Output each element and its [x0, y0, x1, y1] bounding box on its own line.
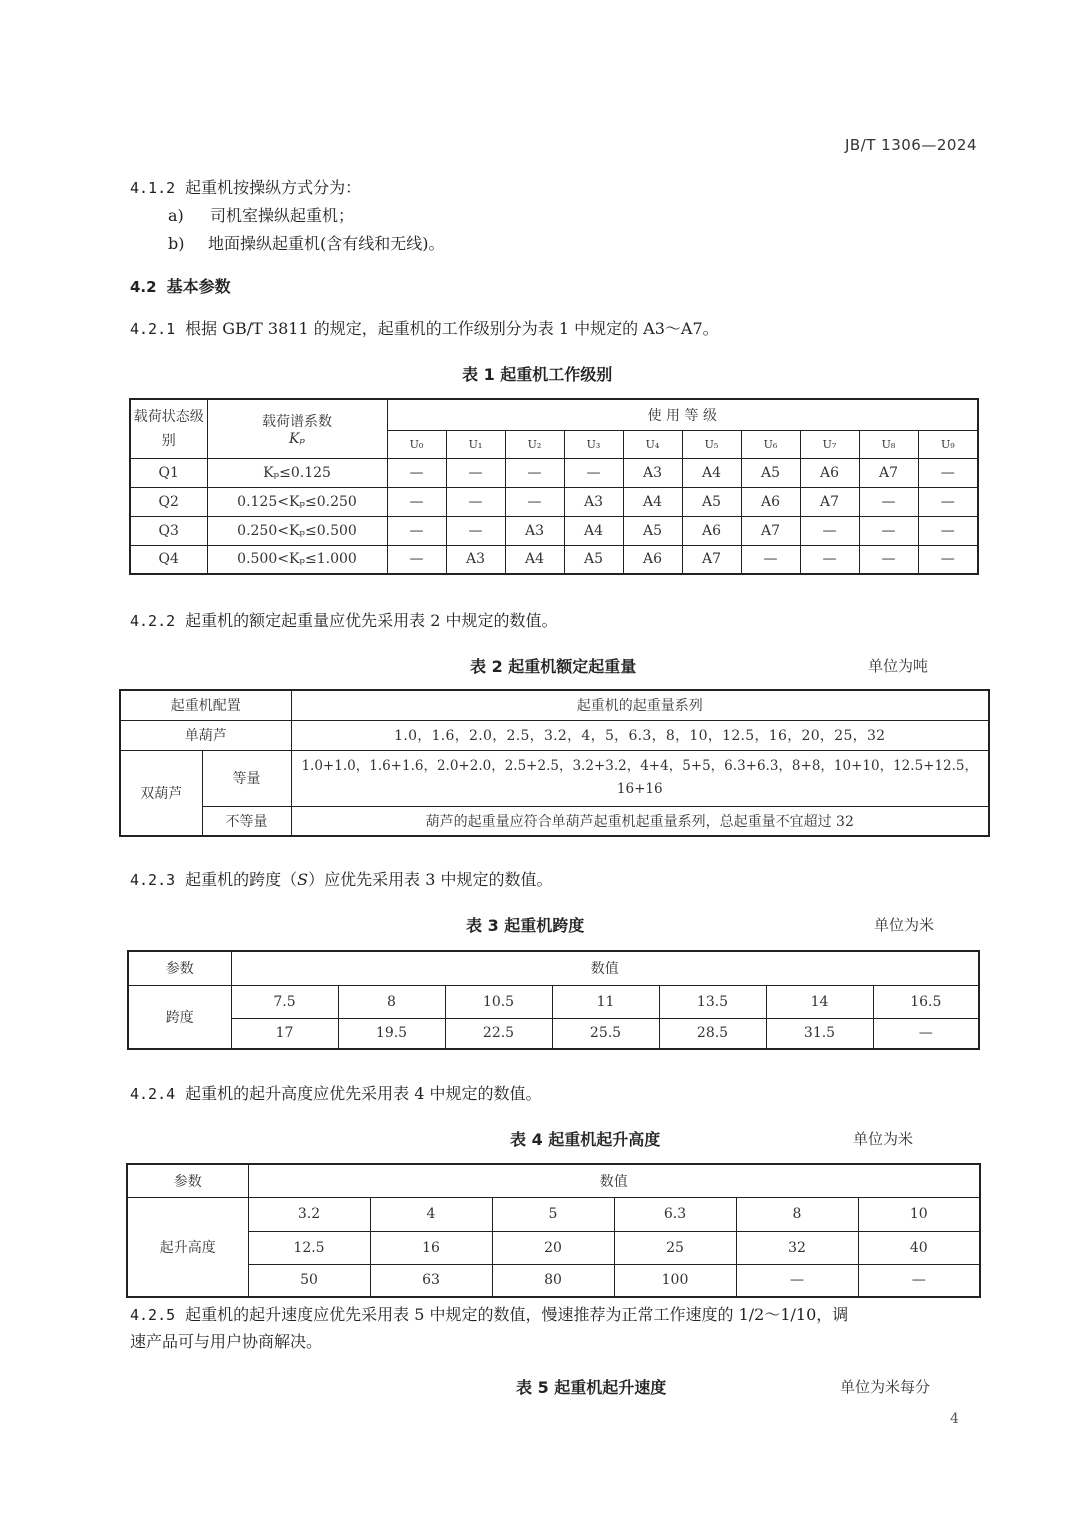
table-cell: 50: [248, 1264, 370, 1297]
table-cell: 5: [492, 1197, 614, 1231]
table-cell: A4: [505, 545, 564, 574]
table-2-rated-load: [119, 689, 990, 837]
table-cell: —: [800, 516, 859, 545]
table-cell: 19.5: [338, 1018, 445, 1049]
table-cell: —: [387, 458, 446, 487]
table-cell: 10: [858, 1197, 980, 1231]
usage-class-cell: U₇: [800, 430, 859, 458]
table-2-unit: 单位为吨: [868, 657, 929, 675]
table-cell: 25.5: [552, 1018, 659, 1049]
table-cell: 8: [338, 985, 445, 1018]
section-number: 4.1.2: [130, 179, 176, 197]
table-4-caption: 表 4 起重机起升高度: [510, 1130, 661, 1149]
table-3-caption: 表 3 起重机跨度: [466, 916, 585, 935]
table-cell: —: [387, 545, 446, 574]
header-config: 起重机配置: [120, 690, 291, 720]
table-cell: A3: [505, 516, 564, 545]
table-cell: A5: [564, 545, 623, 574]
table-cell: A6: [623, 545, 682, 574]
table-4-lifting-height: [126, 1163, 981, 1298]
table-cell: 32: [736, 1231, 858, 1264]
table-cell: A5: [741, 458, 800, 487]
table-row: [130, 487, 978, 516]
header-value: 数值: [231, 951, 979, 985]
header-usage-class: 使 用 等 级: [387, 399, 978, 430]
list-text: 地面操纵起重机(含有线和无线)。: [208, 234, 445, 253]
section-4-2-5: [130, 1305, 848, 1325]
row-label: 跨度: [128, 985, 231, 1049]
table-cell: —: [446, 487, 505, 516]
table-cell: A3: [564, 487, 623, 516]
row-label: Q4: [130, 545, 207, 574]
section-text-post: ）应优先采用表 3 中规定的数值。: [308, 870, 553, 889]
table-cell: —: [859, 545, 918, 574]
row-label: Q3: [130, 516, 207, 545]
header-load-coefficient: [207, 399, 387, 458]
header-param: 参数: [128, 951, 231, 985]
unequal-values: 葫芦的起重量应符合单葫芦起重机起重量系列，总起重量不宜超过 32: [291, 806, 989, 836]
table-cell: —: [859, 516, 918, 545]
table-cell: —: [918, 545, 978, 574]
usage-class-cell: U₈: [859, 430, 918, 458]
table-cell: A4: [623, 487, 682, 516]
list-item: [168, 234, 445, 254]
table-cell: A6: [800, 458, 859, 487]
table-cell: 3.2: [248, 1197, 370, 1231]
table-cell: 12.5: [248, 1231, 370, 1264]
unequal-label: 不等量: [202, 806, 291, 836]
table-cell: 16.5: [873, 985, 979, 1018]
table-row: [127, 1264, 980, 1297]
row-label: Q2: [130, 487, 207, 516]
header-load-state: 载荷状态级别: [130, 399, 207, 458]
equal-values-line-1: 1.0+1.0，1.6+1.6，2.0+2.0，2.5+2.5，3.2+3.2，4+4，5+5，6.3+6.3，8+8，10+10，12.5+12.5，: [301, 758, 979, 774]
table-cell: A7: [682, 545, 741, 574]
table-cell: —: [446, 458, 505, 487]
table-cell: 28.5: [659, 1018, 766, 1049]
table-row: [130, 545, 978, 574]
table-cell: —: [873, 1018, 979, 1049]
table-5-unit: 单位为米每分: [840, 1378, 931, 1396]
table-row: [130, 516, 978, 545]
section-text-line-1: 起重机的起升速度应优先采用表 5 中规定的数值，慢速推荐为正常工作速度的 1/2～1/10，调: [185, 1305, 849, 1324]
table-cell: A6: [741, 487, 800, 516]
table-cell: A7: [800, 487, 859, 516]
page-number: 4: [950, 1411, 959, 1427]
table-cell: —: [800, 545, 859, 574]
section-4-2-heading: [130, 277, 231, 297]
table-cell: 16: [370, 1231, 492, 1264]
table-cell: 25: [614, 1231, 736, 1264]
section-text: 起重机的起升高度应优先采用表 4 中规定的数值。: [185, 1084, 542, 1103]
table-row: [127, 1231, 980, 1264]
section-text: 起重机的额定起重量应优先采用表 2 中规定的数值。: [185, 611, 558, 630]
section-title: 基本参数: [166, 277, 231, 296]
table-row: [128, 985, 979, 1018]
usage-class-cell: U₁: [446, 430, 505, 458]
table-3-unit: 单位为米: [874, 916, 935, 934]
row-coefficient: 0.250<Kₚ≤0.500: [207, 516, 387, 545]
table-1-caption: 表 1 起重机工作级别: [462, 365, 613, 384]
row-coefficient: 0.500<Kₚ≤1.000: [207, 545, 387, 574]
usage-class-cell: U₅: [682, 430, 741, 458]
table-cell: —: [736, 1264, 858, 1297]
table-cell: A6: [682, 516, 741, 545]
header-coef-label: 载荷谱系数: [262, 413, 332, 430]
usage-class-cell: U₀: [387, 430, 446, 458]
table-cell: 6.3: [614, 1197, 736, 1231]
table-cell: A5: [682, 487, 741, 516]
list-item: [168, 206, 354, 226]
table-cell: 10.5: [445, 985, 552, 1018]
span-symbol: S: [297, 870, 309, 889]
row-label: 起升高度: [127, 1197, 248, 1297]
table-cell: 40: [858, 1231, 980, 1264]
section-4-2-5-continued: 速产品可与用户协商解决。: [130, 1332, 323, 1351]
usage-class-cell: U₉: [918, 430, 978, 458]
section-number: 4.2.4: [130, 1085, 176, 1103]
section-4-2-2: [130, 611, 558, 631]
table-cell: 8: [736, 1197, 858, 1231]
section-text-pre: 起重机的跨度（: [185, 870, 298, 889]
section-4-1-2: [130, 178, 361, 198]
table-4-unit: 单位为米: [853, 1130, 914, 1148]
section-4-2-1: [130, 319, 719, 339]
table-cell: 17: [231, 1018, 338, 1049]
table-cell: A4: [564, 516, 623, 545]
table-cell: 31.5: [766, 1018, 873, 1049]
header-value: 数值: [248, 1164, 980, 1197]
table-cell: —: [741, 545, 800, 574]
section-number: 4.2.2: [130, 612, 176, 630]
table-5-caption: 表 5 起重机起升速度: [516, 1378, 667, 1397]
row-label: Q1: [130, 458, 207, 487]
table-cell: 80: [492, 1264, 614, 1297]
header-series: 起重机的起重量系列: [291, 690, 989, 720]
table-3-span: [127, 950, 980, 1050]
table-cell: —: [918, 458, 978, 487]
table-cell: 100: [614, 1264, 736, 1297]
table-cell: A7: [741, 516, 800, 545]
table-cell: 20: [492, 1231, 614, 1264]
section-4-2-4: [130, 1084, 542, 1104]
list-text: 司机室操纵起重机；: [210, 206, 355, 225]
table-cell: —: [505, 458, 564, 487]
equal-values-line-2: 16+16: [616, 781, 663, 797]
section-text: 根据 GB/T 3811 的规定，起重机的工作级别分为表 1 中规定的 A3～A7。: [185, 319, 719, 338]
usage-class-cell: U₄: [623, 430, 682, 458]
list-marker: a): [168, 206, 184, 225]
table-1-work-class: [129, 398, 979, 575]
table-cell: —: [918, 516, 978, 545]
double-hoist-label: 双葫芦: [120, 750, 202, 836]
table-row: [130, 458, 978, 487]
section-number: 4.2.1: [130, 320, 176, 338]
equal-values: [291, 750, 989, 806]
usage-class-cell: U₂: [505, 430, 564, 458]
table-row: [127, 1197, 980, 1231]
table-row: [120, 806, 989, 836]
table-cell: 11: [552, 985, 659, 1018]
row-coefficient: 0.125<Kₚ≤0.250: [207, 487, 387, 516]
table-row: [128, 1018, 979, 1049]
section-number: 4.2.3: [130, 871, 176, 889]
single-hoist-values: 1.0，1.6，2.0，2.5，3.2，4，5，6.3，8，10，12.5，16，20，25，32: [291, 720, 989, 750]
table-cell: 22.5: [445, 1018, 552, 1049]
table-cell: —: [564, 458, 623, 487]
section-number: 4.2.5: [130, 1306, 176, 1324]
table-row: [120, 750, 989, 806]
table-cell: —: [859, 487, 918, 516]
table-2-caption: 表 2 起重机额定起重量: [470, 657, 637, 676]
table-cell: —: [505, 487, 564, 516]
table-cell: —: [858, 1264, 980, 1297]
table-cell: —: [387, 516, 446, 545]
table-cell: 13.5: [659, 985, 766, 1018]
section-text: 起重机按操纵方式分为：: [185, 178, 362, 197]
table-cell: —: [918, 487, 978, 516]
section-number: 4.2: [130, 278, 157, 296]
table-cell: 14: [766, 985, 873, 1018]
usage-class-cell: U₃: [564, 430, 623, 458]
table-cell: —: [387, 487, 446, 516]
table-cell: A3: [446, 545, 505, 574]
table-cell: A3: [623, 458, 682, 487]
row-coefficient: Kₚ≤0.125: [207, 458, 387, 487]
header-coef-symbol: Kₚ: [288, 430, 306, 447]
header-param: 参数: [127, 1164, 248, 1197]
document-id: JB/T 1306—2024: [844, 136, 977, 154]
table-cell: 4: [370, 1197, 492, 1231]
usage-class-cell: U₆: [741, 430, 800, 458]
table-cell: 7.5: [231, 985, 338, 1018]
table-cell: A7: [859, 458, 918, 487]
table-row: [120, 720, 989, 750]
table-cell: A4: [682, 458, 741, 487]
single-hoist-label: 单葫芦: [120, 720, 291, 750]
table-cell: 63: [370, 1264, 492, 1297]
equal-label: 等量: [202, 750, 291, 806]
section-4-2-3: [130, 870, 553, 890]
table-cell: —: [446, 516, 505, 545]
table-cell: A5: [623, 516, 682, 545]
list-marker: b): [168, 234, 185, 253]
